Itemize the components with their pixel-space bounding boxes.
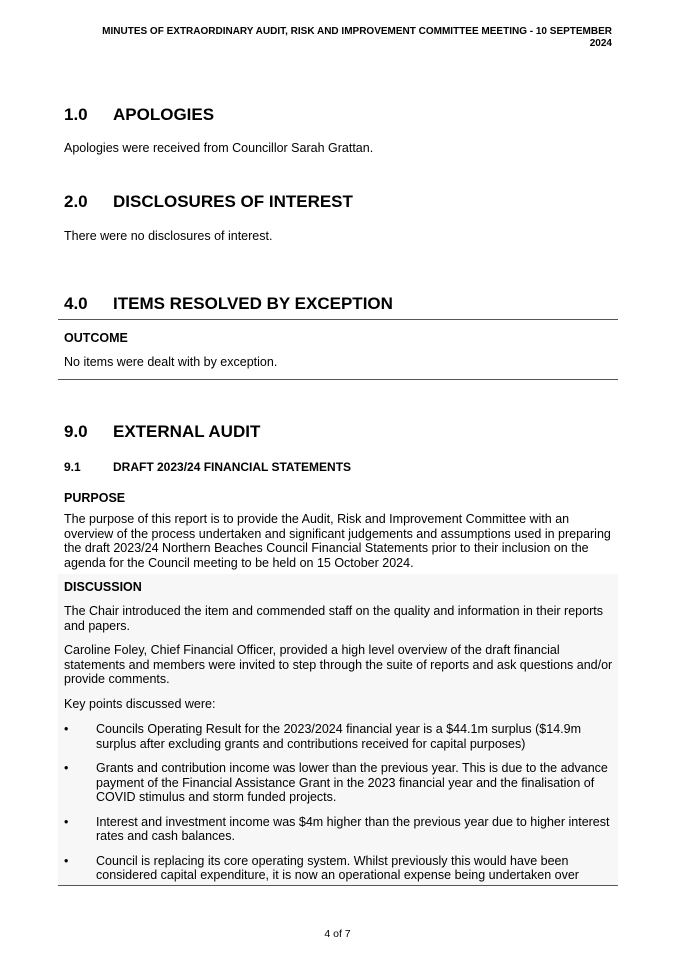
heading-number: 1.0 — [64, 105, 88, 124]
heading-disclosures — [64, 192, 617, 212]
list-item — [64, 815, 617, 844]
heading-exception — [64, 294, 617, 314]
list-item — [64, 761, 617, 805]
outcome-label: OUTCOME — [64, 331, 128, 345]
header-title-line2: 2024 — [589, 38, 612, 49]
discussion-label: DISCUSSION — [64, 580, 142, 594]
heading-apologies — [64, 105, 617, 125]
discussion-paragraph-2: Caroline Foley, Chief Financial Officer, provided a high level overview of the draft financial statements and members were invited to step through the suite of reports and ask questions and/or provide comments. — [64, 643, 613, 686]
header-title-line1: MINUTES OF EXTRAORDINARY AUDIT, RISK AND IMPROVEMENT COMMITTEE MEETING - 10 SEPTEMBER — [102, 26, 612, 37]
purpose-text: The purpose of this report is to provide the Audit, Risk and Improvement Committee with an overview of the process undertaken and significant judgements and assumptions used in preparing the draft 2023/24 Northern Beaches Council Financial Statements prior to their inclusion on the agenda for the Council meeting to be held on 15 October 2024. — [64, 512, 611, 570]
list-item — [64, 722, 617, 751]
heading-title: APOLOGIES — [113, 105, 215, 124]
list-item-text: Councils Operating Result for the 2023/2024 financial year is a $44.1m surplus ($14.9m surplus after excluding grants and contributions received for capital purposes) — [96, 722, 581, 751]
discussion-paragraph-1: The Chair introduced the item and commended staff on the quality and information in their reports and papers. — [64, 604, 603, 633]
list-item-text: Interest and investment income was $4m higher than the previous year due to higher interest rates and cash balances. — [96, 814, 610, 843]
purpose-label: PURPOSE — [64, 491, 126, 505]
subheading-title: DRAFT 2023/24 FINANCIAL STATEMENTS — [113, 460, 352, 474]
outcome-text: No items were dealt with by exception. — [64, 355, 278, 369]
page-number: 4 of 7 — [324, 928, 351, 940]
heading-external-audit — [64, 422, 617, 442]
bullet-icon: • — [64, 722, 69, 736]
bullet-icon: • — [64, 761, 69, 775]
apologies-text: Apologies were received from Councillor Sarah Grattan. — [64, 141, 374, 155]
heading-title: EXTERNAL AUDIT — [113, 422, 261, 441]
subheading-financial-statements — [64, 460, 617, 474]
divider — [58, 379, 618, 380]
discussion-paragraph-3: Key points discussed were: — [64, 697, 216, 711]
heading-number: 9.0 — [64, 422, 88, 441]
heading-number: 2.0 — [64, 192, 88, 211]
bullet-icon: • — [64, 853, 69, 868]
bullet-icon: • — [64, 814, 69, 829]
key-points-list — [64, 722, 617, 893]
list-item-text: Council is replacing its core operating system. Whilst previously this would have been considered capital expenditure, it is now an operational expense being undertaken over — [96, 853, 579, 882]
subheading-number: 9.1 — [64, 460, 81, 474]
heading-title: DISCLOSURES OF INTEREST — [113, 192, 353, 211]
disclosures-text: There were no disclosures of interest. — [64, 229, 273, 243]
list-item-text: Grants and contribution income was lower than the previous year. This is due to the advance payment of the Financial Assistance Grant in the 2023 financial year and the finalisation of COVID stimulus and storm funded projects. — [96, 761, 608, 804]
divider — [58, 319, 618, 320]
heading-title: ITEMS RESOLVED BY EXCEPTION — [113, 294, 393, 313]
heading-number: 4.0 — [64, 294, 88, 313]
list-item — [64, 854, 617, 883]
document-header — [60, 26, 612, 50]
